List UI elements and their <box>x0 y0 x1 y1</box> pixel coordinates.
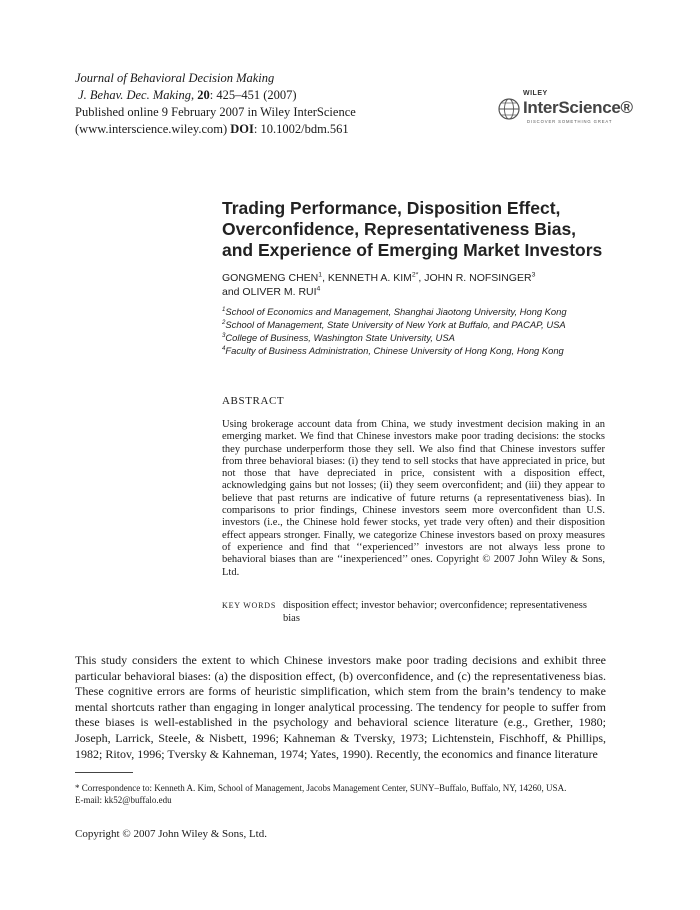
journal-url[interactable]: (www.interscience.wiley.com) <box>75 122 231 136</box>
author-list: GONGMENG CHEN$^1$, KENNETH A. $KIM^{2*}$, JOHN R. NOFSINGER$^3$ and OLIVER M. RUI$^4$ <box>222 271 536 298</box>
abstract-heading: ABSTRACT <box>222 395 285 407</box>
doi-label: DOI <box>230 122 254 136</box>
affiliation: $^2$School of Management, State University of New York at Buffalo, and PACAP, USA <box>222 318 566 330</box>
journal-volume: 20 <box>197 88 210 102</box>
abstract-text: Using brokerage account data from China, we study investment decision making in an emerging market. We find that Chinese investors make poor trading decisions: the stocks they purchase underperform those they sell. We also find that Chinese investors suffer from three behavioral biases: (i) they tend to sell stocks that have appreciated in price, but not those that have depreciated in price, consistent with a disposition effect, acknowledging gains but not losses; (ii) they seem overconfident; and (iii) they appear to believe that past returns are indicative of future returns (a representativeness bias). In comparisons to prior findings, Chinese investors seem more overconfident than U.S. investors (i.e., the Chinese hold fewer stocks, yet trade very often) and their disposition effect appears stronger. Finally, we categorize Chinese investors based on proxy measures of experience and find that ‘‘experienced’’ investors are not always less prone to behavioral biases than are ‘‘inexperienced’’ ones. Copyright © 2007 John Wiley & Sons, Ltd. <box>222 419 605 578</box>
journal-name: Journal of Behavioral Decision Making <box>75 71 275 85</box>
affiliation: $^3$College of Business, Washington State University, USA <box>222 331 455 343</box>
copyright-notice: Copyright © 2007 John Wiley & Sons, Ltd. <box>75 828 267 840</box>
affiliation: $^4$Faculty of Business Administration, Chinese University of Hong Kong, Hong Kong <box>222 344 564 356</box>
journal-pages: : 425–451 (2007) <box>209 88 297 102</box>
affiliation: $^1$School of Economics and Management, Shanghai Jiaotong University, Hong Kong <box>222 305 567 317</box>
correspondence-email[interactable]: E-mail: kk52@buffalo.edu <box>75 794 172 805</box>
footnote-divider <box>75 772 133 773</box>
author-name: , JOHN R. NOFSINGER <box>418 272 532 284</box>
logo-publisher: WILEY <box>523 90 548 97</box>
doi-line <box>75 121 356 138</box>
body-paragraph: This study considers the extent to which Chinese investors make poor trading decisions and exhibit three particular behavioral biases: (a) the disposition effect, (b) overconfidence, and (c) the representativeness bias. These cognitive errors are forms of heuristic simplification, which stem from the brain’s tendency to make mental shortcuts rather than engaging in longer analytical processing. The tendency for people to suffer from these biases is well-established in the psychology and behavioral science literature (e.g., Grether, 1980; Joseph, Larrick, Steele, & Nisbett, 1996; Kahneman & Tversky, 1973; Lichtenstein, Fischhoff, & Phillips, 1982; Ritov, 1996; Tversky & Kahneman, 1974; Yates, 1990). Recently, the economics and finance literature <box>75 653 606 761</box>
author-name: , KENNETH A. KIM <box>322 272 412 284</box>
published-line: Published online 9 February 2007 in Wiley InterScience <box>75 105 356 119</box>
logo-brand: InterScience® <box>523 98 633 117</box>
journal-header <box>75 70 356 138</box>
author-name: GONGMENG CHEN <box>222 272 319 284</box>
affiliation-list <box>222 305 567 357</box>
doi-value[interactable]: : 10.1002/bdm.561 <box>253 122 349 136</box>
correspondence-footnote: * Correspondence to: Kenneth A. Kim, School of Management, Jacobs Management Center, SUNY–Buffalo, Buffalo, NY, 14260, USA. E-mail: kk52@buffalo.edu <box>75 783 615 806</box>
wiley-interscience-logo <box>497 92 637 132</box>
keywords-label: KEY WORDS <box>222 601 277 610</box>
article-title: Trading Performance, Disposition Effect, Overconfidence, Representativeness Bias, and Experience of Emerging Market Investors <box>222 198 603 260</box>
journal-citation: J. Behav. Dec. Making, 20: 425–451 (2007) <box>78 88 297 102</box>
logo-tagline: DISCOVER SOMETHING GREAT <box>527 119 613 124</box>
author-name: and OLIVER M. RUI <box>222 286 317 298</box>
journal-abbrev: J. Behav. Dec. Making <box>78 88 192 102</box>
interscience-globe-icon <box>497 92 523 128</box>
keywords-text: disposition effect; investor behavior; overconfidence; representativeness bias <box>283 600 587 624</box>
